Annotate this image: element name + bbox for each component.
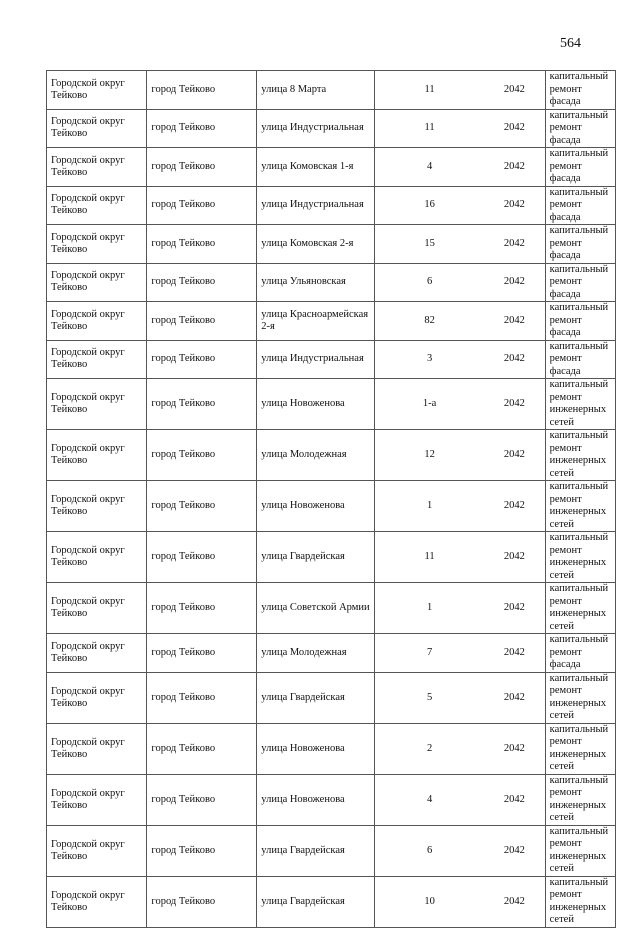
cell-street: улица Новоженова [257, 481, 375, 532]
cell-work-type: капитальный ремонт фасада [545, 225, 615, 264]
cell-city: город Тейково [147, 430, 257, 481]
table-row [47, 263, 616, 302]
table-row [47, 302, 616, 341]
page-number: 564 [560, 36, 581, 51]
cell-house: 11 [375, 71, 484, 110]
cell-house: 5 [375, 672, 484, 723]
cell-city: город Тейково [147, 481, 257, 532]
cell-street: улица Индустриальная [257, 186, 375, 225]
cell-house: 6 [375, 825, 484, 876]
cell-street: улица Гвардейская [257, 672, 375, 723]
cell-district: Городской округ Тейково [47, 71, 147, 110]
cell-year: 2042 [484, 532, 545, 583]
cell-house: 10 [375, 876, 484, 927]
cell-house: 15 [375, 225, 484, 264]
cell-house: 12 [375, 430, 484, 481]
cell-street: улица Комовская 1-я [257, 148, 375, 187]
table-row [47, 225, 616, 264]
cell-year: 2042 [484, 340, 545, 379]
cell-work-type: капитальный ремонт инженерных сетей [545, 876, 615, 927]
cell-city: город Тейково [147, 340, 257, 379]
cell-city: город Тейково [147, 109, 257, 148]
cell-year: 2042 [484, 825, 545, 876]
cell-street: улица Красноармейская 2-я [257, 302, 375, 341]
cell-city: город Тейково [147, 532, 257, 583]
cell-district: Городской округ Тейково [47, 379, 147, 430]
cell-house: 3 [375, 340, 484, 379]
cell-house: 1-а [375, 379, 484, 430]
cell-street: улица Гвардейская [257, 825, 375, 876]
cell-street: улица Комовская 2-я [257, 225, 375, 264]
cell-city: город Тейково [147, 148, 257, 187]
cell-house: 6 [375, 263, 484, 302]
cell-house: 7 [375, 634, 484, 673]
table-row [47, 379, 616, 430]
cell-house: 16 [375, 186, 484, 225]
table-row [47, 186, 616, 225]
cell-work-type: капитальный ремонт фасада [545, 148, 615, 187]
cell-district: Городской округ Тейково [47, 532, 147, 583]
cell-work-type: капитальный ремонт фасада [545, 109, 615, 148]
table-row [47, 774, 616, 825]
cell-year: 2042 [484, 225, 545, 264]
cell-district: Городской округ Тейково [47, 109, 147, 148]
cell-work-type: капитальный ремонт фасада [545, 340, 615, 379]
cell-district: Городской округ Тейково [47, 876, 147, 927]
cell-year: 2042 [484, 876, 545, 927]
cell-district: Городской округ Тейково [47, 583, 147, 634]
cell-work-type: капитальный ремонт фасада [545, 263, 615, 302]
cell-city: город Тейково [147, 583, 257, 634]
table-row [47, 825, 616, 876]
cell-street: улица Индустриальная [257, 340, 375, 379]
cell-work-type: капитальный ремонт инженерных сетей [545, 723, 615, 774]
cell-year: 2042 [484, 481, 545, 532]
cell-work-type: капитальный ремонт фасада [545, 71, 615, 110]
cell-street: улица Новоженова [257, 723, 375, 774]
cell-year: 2042 [484, 774, 545, 825]
cell-year: 2042 [484, 263, 545, 302]
cell-district: Городской округ Тейково [47, 774, 147, 825]
cell-city: город Тейково [147, 774, 257, 825]
cell-city: город Тейково [147, 71, 257, 110]
cell-street: улица Новоженова [257, 774, 375, 825]
cell-work-type: капитальный ремонт инженерных сетей [545, 481, 615, 532]
table-row [47, 430, 616, 481]
table-row [47, 532, 616, 583]
cell-district: Городской округ Тейково [47, 340, 147, 379]
cell-work-type: капитальный ремонт фасада [545, 634, 615, 673]
cell-house: 11 [375, 109, 484, 148]
cell-city: город Тейково [147, 723, 257, 774]
cell-city: город Тейково [147, 876, 257, 927]
cell-year: 2042 [484, 302, 545, 341]
cell-city: город Тейково [147, 302, 257, 341]
cell-year: 2042 [484, 186, 545, 225]
cell-work-type: капитальный ремонт инженерных сетей [545, 774, 615, 825]
cell-work-type: капитальный ремонт инженерных сетей [545, 379, 615, 430]
cell-city: город Тейково [147, 672, 257, 723]
cell-year: 2042 [484, 430, 545, 481]
table-row [47, 71, 616, 110]
table-row [47, 109, 616, 148]
cell-street: улица Молодежная [257, 634, 375, 673]
cell-work-type: капитальный ремонт инженерных сетей [545, 672, 615, 723]
cell-district: Городской округ Тейково [47, 634, 147, 673]
cell-work-type: капитальный ремонт инженерных сетей [545, 825, 615, 876]
cell-house: 1 [375, 583, 484, 634]
cell-house: 2 [375, 723, 484, 774]
cell-street: улица Гвардейская [257, 876, 375, 927]
table-row [47, 634, 616, 673]
cell-city: город Тейково [147, 825, 257, 876]
cell-house: 82 [375, 302, 484, 341]
table-row [47, 148, 616, 187]
table-row [47, 583, 616, 634]
table-row [47, 672, 616, 723]
cell-city: город Тейково [147, 186, 257, 225]
cell-city: город Тейково [147, 263, 257, 302]
cell-work-type: капитальный ремонт инженерных сетей [545, 532, 615, 583]
cell-district: Городской округ Тейково [47, 825, 147, 876]
table-row [47, 876, 616, 927]
cell-district: Городской округ Тейково [47, 430, 147, 481]
table-row [47, 340, 616, 379]
cell-year: 2042 [484, 723, 545, 774]
cell-district: Городской округ Тейково [47, 302, 147, 341]
cell-street: улица Советской Армии [257, 583, 375, 634]
cell-district: Городской округ Тейково [47, 481, 147, 532]
cell-district: Городской округ Тейково [47, 672, 147, 723]
cell-year: 2042 [484, 672, 545, 723]
cell-house: 11 [375, 532, 484, 583]
cell-street: улица 8 Марта [257, 71, 375, 110]
cell-street: улица Индустриальная [257, 109, 375, 148]
table-row [47, 723, 616, 774]
cell-district: Городской округ Тейково [47, 225, 147, 264]
cell-year: 2042 [484, 109, 545, 148]
cell-district: Городской округ Тейково [47, 263, 147, 302]
cell-street: улица Молодежная [257, 430, 375, 481]
cell-house: 4 [375, 148, 484, 187]
cell-work-type: капитальный ремонт инженерных сетей [545, 430, 615, 481]
cell-street: улица Новоженова [257, 379, 375, 430]
cell-year: 2042 [484, 71, 545, 110]
cell-year: 2042 [484, 634, 545, 673]
cell-city: город Тейково [147, 634, 257, 673]
cell-house: 4 [375, 774, 484, 825]
cell-work-type: капитальный ремонт фасада [545, 186, 615, 225]
cell-work-type: капитальный ремонт фасада [545, 302, 615, 341]
cell-district: Городской округ Тейково [47, 148, 147, 187]
cell-year: 2042 [484, 583, 545, 634]
cell-street: улица Ульяновская [257, 263, 375, 302]
cell-year: 2042 [484, 148, 545, 187]
cell-district: Городской округ Тейково [47, 186, 147, 225]
table-row [47, 481, 616, 532]
cell-district: Городской округ Тейково [47, 723, 147, 774]
repair-schedule-table [46, 70, 616, 928]
cell-year: 2042 [484, 379, 545, 430]
cell-house: 1 [375, 481, 484, 532]
cell-city: город Тейково [147, 379, 257, 430]
cell-street: улица Гвардейская [257, 532, 375, 583]
cell-city: город Тейково [147, 225, 257, 264]
cell-work-type: капитальный ремонт инженерных сетей [545, 583, 615, 634]
